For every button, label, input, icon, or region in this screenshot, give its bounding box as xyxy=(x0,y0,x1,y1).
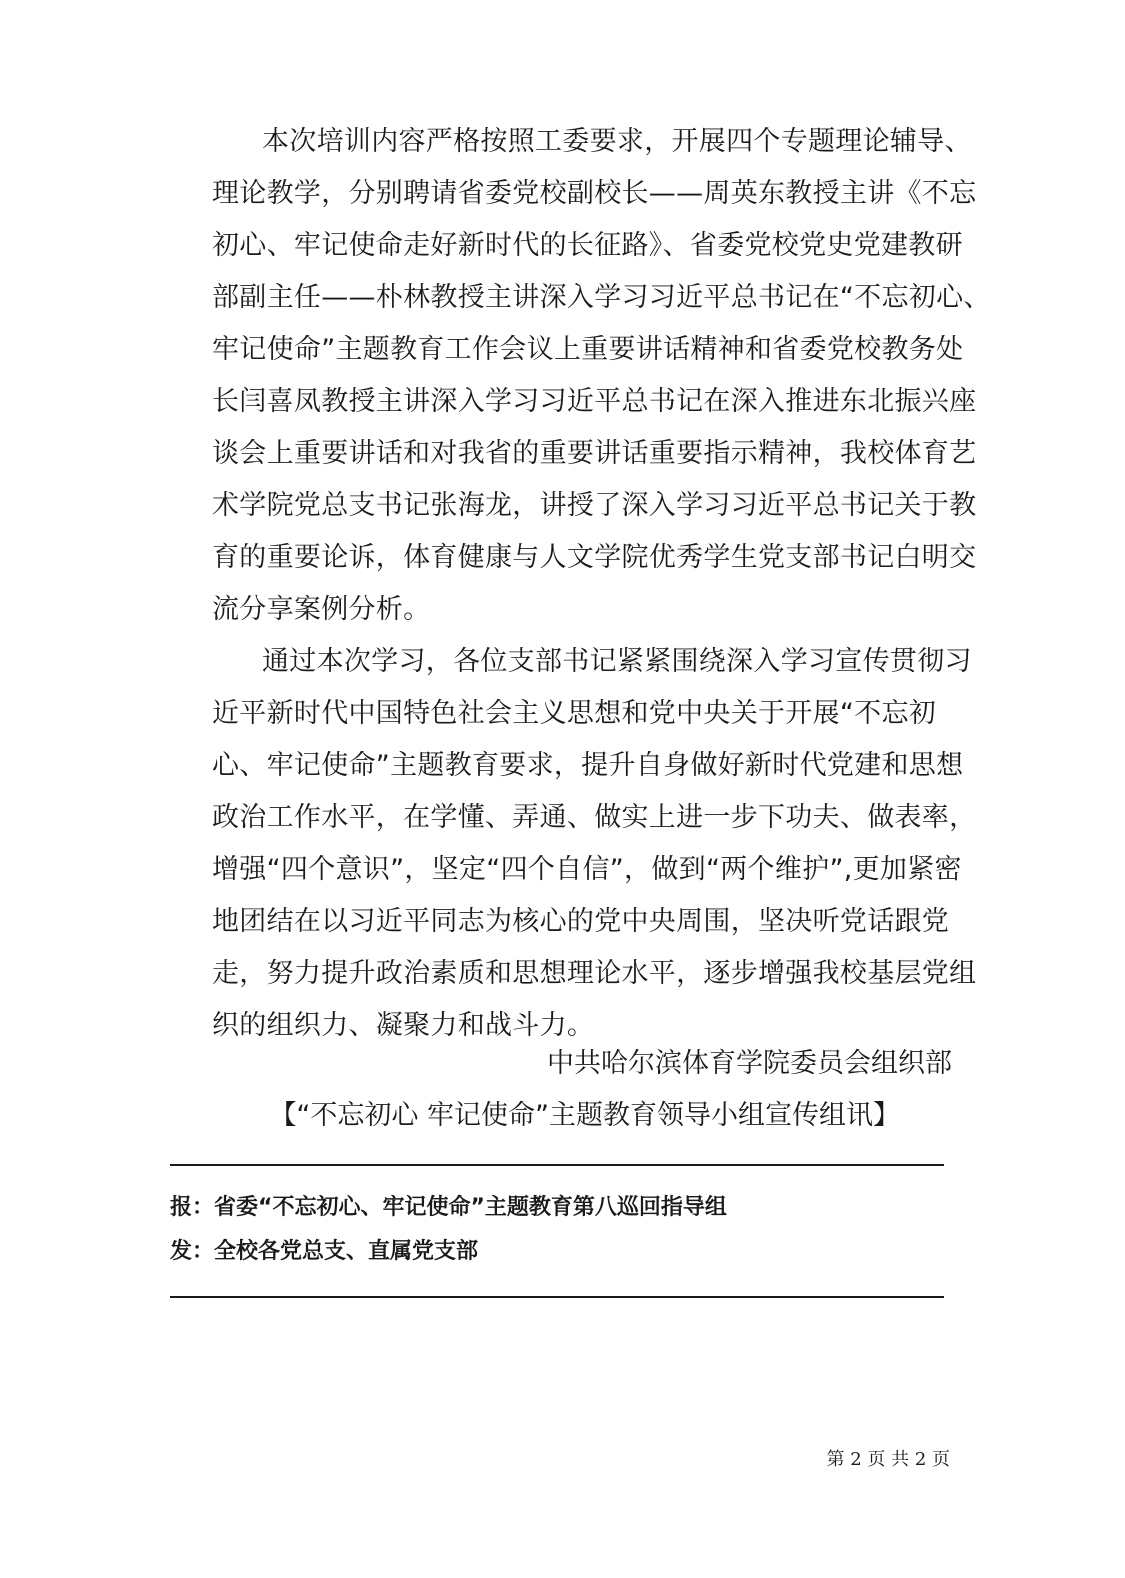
page-number: 第 2 页 共 2 页 xyxy=(826,1449,950,1470)
paragraph-2-line-2: 近平新时代中国特色社会主义思想和党中央关于开展“不忘初 xyxy=(212,698,937,729)
paragraph-2-line-6: 地团结在以习近平同志为核心的党中央周围，坚决听党话跟党 xyxy=(212,906,950,937)
paragraph-1-line-1: 本次培训内容严格按照工委要求，开展四个专题理论辅导、 xyxy=(262,126,972,157)
paragraph-1-line-6: 长闫喜凤教授主讲深入学习习近平总书记在深入推进东北振兴座 xyxy=(212,386,977,417)
send-to: 发：全校各党总支、直属党支部 xyxy=(170,1239,479,1264)
paragraph-2-line-8: 织的组织力、凝聚力和战斗力。 xyxy=(212,1010,595,1041)
paragraph-2-line-3: 心、牢记使命”主题教育要求，提升自身做好新时代党建和思想 xyxy=(212,750,964,781)
paragraph-1-line-2: 理论教学，分别聘请省委党校副校长——周英东教授主讲《不忘 xyxy=(212,178,977,209)
paragraph-2-line-5: 增强“四个意识”，坚定“四个自信”，做到“两个维护”,更加紧密 xyxy=(212,854,962,885)
paragraph-1-line-7: 谈会上重要讲话和对我省的重要讲话重要指示精神，我校体育艺 xyxy=(212,438,977,469)
paragraph-1-line-10: 流分享案例分析。 xyxy=(212,594,431,625)
report-to: 报：省委“不忘初心、牢记使命”主题教育第八巡回指导组 xyxy=(170,1195,727,1220)
paragraph-2-line-7: 走，努力提升政治素质和思想理论水平，逐步增强我校基层党组 xyxy=(212,958,977,989)
paragraph-2-line-1: 通过本次学习，各位支部书记紧紧围绕深入学习宣传贯彻习 xyxy=(262,646,972,677)
paragraph-1-line-9: 育的重要论诉，体育健康与人文学院优秀学生党支部书记白明交 xyxy=(212,542,977,573)
signature-group: 【“不忘初心 牢记使命”主题教育领导小组宣传组讯】 xyxy=(269,1100,900,1131)
paragraph-1-line-8: 术学院党总支书记张海龙，讲授了深入学习习近平总书记关于教 xyxy=(212,490,977,521)
paragraph-1-line-3: 初心、牢记使命走好新时代的长征路》、省委党校党史党建教研 xyxy=(212,230,963,261)
paragraph-1-line-4: 部副主任——朴林教授主讲深入学习习近平总书记在“不忘初心、 xyxy=(212,282,991,313)
paragraph-2-line-4: 政治工作水平，在学懂、弄通、做实上进一步下功夫、做表率， xyxy=(212,802,977,833)
paragraph-1-line-5: 牢记使命”主题教育工作会议上重要讲话精神和省委党校教务处 xyxy=(212,334,964,365)
signature-org: 中共哈尔滨体育学院委员会组织部 xyxy=(547,1048,952,1079)
bottom-divider xyxy=(170,1296,944,1298)
top-divider xyxy=(170,1164,944,1166)
